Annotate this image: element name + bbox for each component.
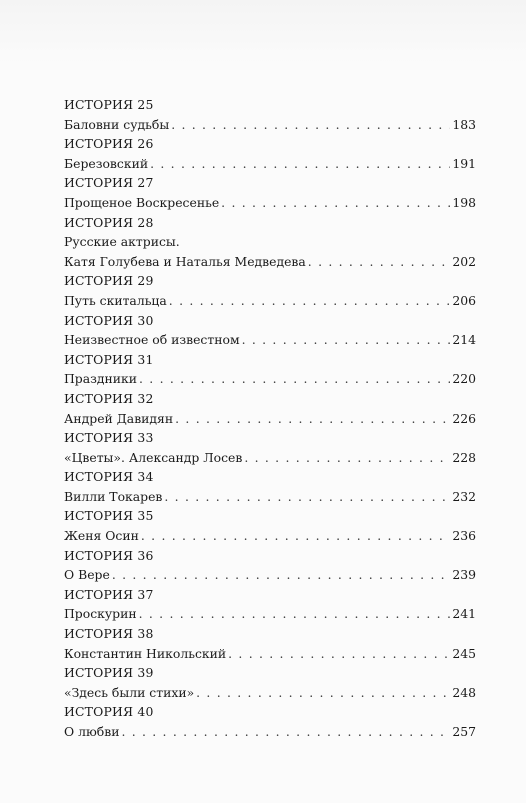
toc-page-number: 236 bbox=[452, 528, 476, 544]
toc-chapter-heading: ИСТОРИЯ 32 bbox=[64, 390, 154, 406]
toc-page-number: 232 bbox=[452, 488, 476, 504]
toc-entry-title: О Вере bbox=[64, 567, 110, 583]
toc-entry bbox=[64, 409, 476, 429]
toc-entry-title: «Здесь были стихи» bbox=[64, 684, 195, 700]
toc-chapter-heading: ИСТОРИЯ 30 bbox=[64, 312, 154, 328]
toc-entry-title: Неизвестное об известном bbox=[64, 332, 240, 348]
toc-chapter-heading: ИСТОРИЯ 25 bbox=[64, 97, 154, 112]
toc-chapter-heading: ИСТОРИЯ 38 bbox=[64, 626, 154, 642]
toc-page-number: 257 bbox=[452, 724, 476, 739]
dot-leader bbox=[221, 193, 450, 213]
toc-entry bbox=[64, 604, 476, 624]
toc-entry bbox=[64, 565, 476, 585]
toc-entry-title: О любви bbox=[64, 724, 120, 739]
toc-entry bbox=[64, 330, 476, 350]
toc-entry-title: Баловни судьбы bbox=[64, 116, 170, 132]
toc-entry bbox=[64, 252, 476, 272]
dot-leader bbox=[121, 722, 450, 742]
toc-entry-title: Прощеное Воскресенье bbox=[64, 194, 220, 210]
toc-chapter-heading: ИСТОРИЯ 40 bbox=[64, 704, 154, 720]
toc-page-number: 198 bbox=[452, 194, 476, 210]
toc-chapter-heading: ИСТОРИЯ 31 bbox=[64, 351, 154, 367]
toc-page-number: 206 bbox=[452, 292, 476, 308]
dot-leader bbox=[242, 330, 451, 350]
toc-entry-title: Константин Никольский bbox=[64, 645, 227, 661]
toc-page-number: 220 bbox=[452, 371, 476, 387]
toc-entry-title-line: Русские актрисы. bbox=[64, 234, 180, 250]
dot-leader bbox=[196, 683, 450, 703]
toc-page-number: 214 bbox=[452, 332, 476, 348]
toc-entry bbox=[64, 487, 476, 507]
dot-leader bbox=[171, 115, 450, 135]
toc-page-number: 191 bbox=[452, 155, 476, 171]
toc-entry-title: Вилли Токарев bbox=[64, 488, 163, 504]
toc-entry-title: Путь скитальца bbox=[64, 292, 167, 308]
toc-page-number: 245 bbox=[452, 645, 476, 661]
dot-leader bbox=[139, 604, 451, 624]
toc-page-number: 248 bbox=[452, 684, 476, 700]
dot-leader bbox=[139, 369, 450, 389]
dot-leader bbox=[175, 409, 450, 429]
toc-chapter-heading: ИСТОРИЯ 27 bbox=[64, 175, 154, 191]
toc-entry-title: «Цветы». Александр Лосев bbox=[64, 449, 243, 465]
toc-entry bbox=[64, 193, 476, 213]
toc-chapter-heading: ИСТОРИЯ 26 bbox=[64, 136, 154, 152]
toc-page-number: 228 bbox=[452, 449, 476, 465]
dot-leader bbox=[308, 252, 451, 272]
dot-leader bbox=[228, 644, 450, 664]
toc-page-number: 202 bbox=[452, 253, 476, 269]
dot-leader bbox=[112, 565, 451, 585]
toc-chapter-heading: ИСТОРИЯ 29 bbox=[64, 273, 154, 289]
toc-entry-title: Катя Голубева и Наталья Медведева bbox=[64, 253, 306, 269]
toc-chapter-heading: ИСТОРИЯ 34 bbox=[64, 469, 154, 485]
table-of-contents bbox=[64, 95, 476, 742]
toc-chapter-heading: ИСТОРИЯ 33 bbox=[64, 430, 154, 446]
toc-entry bbox=[64, 115, 476, 135]
toc-entry-title: Андрей Давидян bbox=[64, 410, 174, 426]
toc-entry bbox=[64, 448, 476, 468]
toc-chapter-heading: ИСТОРИЯ 28 bbox=[64, 214, 154, 230]
dot-leader bbox=[164, 487, 450, 507]
dot-leader bbox=[169, 291, 451, 311]
toc-entry bbox=[64, 722, 476, 742]
dot-leader bbox=[150, 154, 450, 174]
toc-chapter-heading: ИСТОРИЯ 39 bbox=[64, 665, 154, 681]
toc-chapter-heading: ИСТОРИЯ 36 bbox=[64, 547, 154, 563]
toc-entry bbox=[64, 644, 476, 664]
toc-chapter-heading: ИСТОРИЯ 35 bbox=[64, 508, 154, 524]
toc-entry bbox=[64, 369, 476, 389]
toc-entry-title: Праздники bbox=[64, 371, 138, 387]
toc-page-number: 241 bbox=[452, 606, 476, 622]
toc-page-number: 183 bbox=[452, 116, 476, 132]
toc-chapter-heading: ИСТОРИЯ 37 bbox=[64, 586, 154, 602]
dot-leader bbox=[141, 526, 450, 546]
toc-entry bbox=[64, 154, 476, 174]
toc-entry bbox=[64, 291, 476, 311]
toc-page-number: 226 bbox=[452, 410, 476, 426]
toc-entry-title: Проскурин bbox=[64, 606, 137, 622]
toc-page-number: 239 bbox=[452, 567, 476, 583]
toc-entry bbox=[64, 526, 476, 546]
toc-entry-title: Березовский bbox=[64, 155, 149, 171]
toc-entry-title: Женя Осин bbox=[64, 528, 139, 544]
dot-leader bbox=[244, 448, 450, 468]
toc-entry bbox=[64, 683, 476, 703]
